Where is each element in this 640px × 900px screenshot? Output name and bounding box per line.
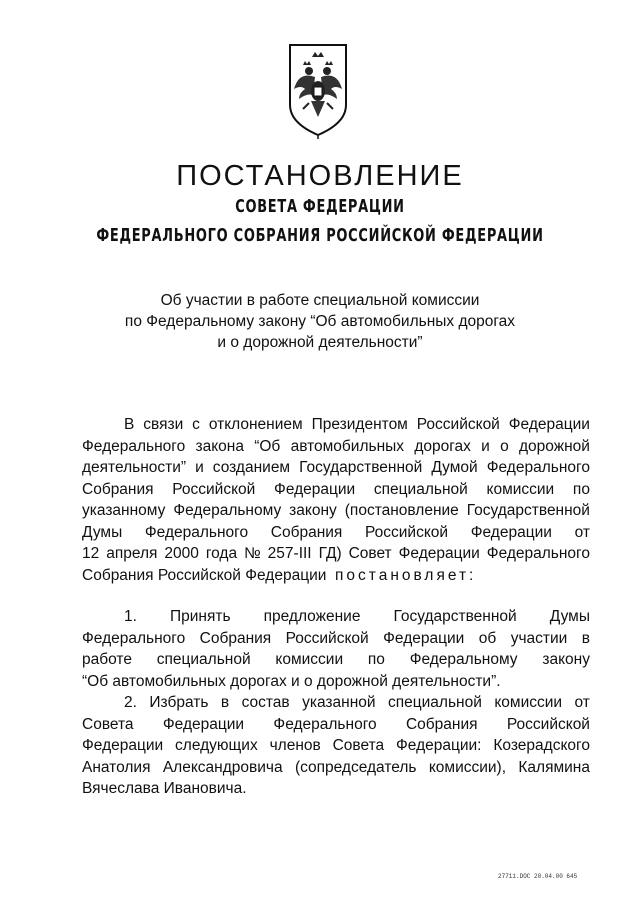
resolves-word: постановляет: xyxy=(335,566,477,584)
word: Думы xyxy=(549,608,590,625)
word: № xyxy=(244,545,261,562)
document-body xyxy=(82,414,590,800)
word: от xyxy=(574,694,590,711)
word: 12 xyxy=(82,545,100,562)
word: дорогах xyxy=(414,437,471,455)
word: специальной xyxy=(156,651,251,668)
subject-line: и о дорожной деятельности” xyxy=(217,334,423,351)
file-footer-code: 27711.DOC 20.04.00 645 xyxy=(498,873,578,880)
word: членов xyxy=(269,737,321,754)
word: Государственной xyxy=(466,502,590,519)
word: закону xyxy=(289,502,337,519)
word: Козерадского xyxy=(493,737,590,754)
word: Федерации xyxy=(162,715,245,733)
word: от xyxy=(574,523,590,541)
word: Федеральному xyxy=(409,651,518,668)
word: Собрания xyxy=(82,480,154,498)
body-line xyxy=(82,714,590,736)
word: Федерации xyxy=(508,416,590,433)
word: участии xyxy=(510,629,568,647)
word: (постановление xyxy=(344,502,459,519)
word: Федеральному xyxy=(173,502,282,519)
word: Российской xyxy=(416,416,500,433)
word: дорожной xyxy=(519,437,590,455)
word: закону xyxy=(542,651,590,668)
body-line xyxy=(82,479,590,501)
word: комиссии xyxy=(486,480,555,498)
word: Федерального xyxy=(273,715,377,733)
word: Федерального xyxy=(82,437,186,455)
word: Российской xyxy=(285,629,369,647)
word: отклонением xyxy=(208,416,303,433)
word: Собрания xyxy=(405,715,478,733)
word: в xyxy=(581,629,590,647)
word: 2000 xyxy=(164,545,199,562)
word: комиссии xyxy=(275,651,344,668)
issuer-line-2: ФЕДЕРАЛЬНОГО СОБРАНИЯ РОССИЙСКОЙ ФЕДЕРАЦИИ xyxy=(96,225,544,246)
body-line xyxy=(82,500,590,522)
word: Федерального xyxy=(82,629,186,647)
body-line: “Об автомобильных дорогах и о дорожной деятельности”. xyxy=(82,672,501,690)
word: предложение xyxy=(263,608,361,625)
word: Федерации xyxy=(383,629,465,647)
word: Федерации xyxy=(398,545,480,562)
document-title: ПОСТАНОВЛЕНИЕ xyxy=(176,160,464,192)
word: в xyxy=(220,694,230,711)
word: о xyxy=(500,437,509,455)
word: Собрания xyxy=(199,629,272,647)
word: следующих xyxy=(175,737,258,754)
word: специальной xyxy=(373,480,468,498)
word: Федерального xyxy=(486,545,590,562)
word: Федерации xyxy=(470,523,552,541)
body-line xyxy=(82,543,590,565)
body-line: Вячеслава Ивановича. xyxy=(82,780,247,797)
word: года xyxy=(205,545,238,562)
body-text: Собрания Российской Федерации xyxy=(82,566,327,584)
word: Президентом xyxy=(311,416,408,433)
word: Анатолия xyxy=(82,758,151,776)
word: “Об xyxy=(254,437,281,455)
body-line xyxy=(82,735,590,757)
word: с xyxy=(192,416,200,433)
word: и xyxy=(195,459,204,476)
word: по xyxy=(572,480,590,498)
word: Федерального xyxy=(144,523,249,541)
word: и xyxy=(481,437,490,455)
word: Федерации xyxy=(274,480,356,498)
word: указанному xyxy=(82,502,166,519)
issuer-line-1: СОВЕТА ФЕДЕРАЦИИ xyxy=(235,196,405,217)
word: Александровича xyxy=(162,758,283,776)
word: апреля xyxy=(106,545,158,562)
word: Совет xyxy=(348,545,392,562)
word: Совета xyxy=(332,737,385,754)
word: Принять xyxy=(170,608,231,625)
body-line xyxy=(82,457,590,479)
word: комиссии xyxy=(494,694,563,711)
body-line xyxy=(82,692,590,714)
word: Думой xyxy=(431,459,478,476)
word: Федерации xyxy=(82,737,164,754)
subject-line: Об участии в работе специальной комиссии xyxy=(160,292,480,309)
word: Избрать xyxy=(149,694,209,711)
word: по xyxy=(367,651,385,668)
word: Совета xyxy=(82,715,134,733)
word: Российской xyxy=(364,523,449,541)
body-line xyxy=(82,606,590,628)
word: Калямина xyxy=(518,758,590,776)
word: 2. xyxy=(124,694,137,711)
word: комиссии), xyxy=(428,758,507,776)
body-line xyxy=(82,757,590,779)
word: автомобильных xyxy=(290,437,405,455)
subject-line: по Федеральному закону “Об автомобильных дорогах xyxy=(124,313,516,330)
body-line xyxy=(82,565,590,587)
word: ГД) xyxy=(318,545,342,562)
body-line xyxy=(82,649,590,671)
document-subject xyxy=(90,290,550,353)
body-line xyxy=(82,522,590,544)
word: Государственной xyxy=(299,459,423,476)
body-line xyxy=(82,628,590,650)
word: деятельности” xyxy=(82,459,187,476)
word: Собрания xyxy=(270,523,343,541)
word: Федерации: xyxy=(396,737,482,754)
word: специальной xyxy=(388,694,482,711)
coat-of-arms-icon xyxy=(285,43,351,139)
word: закона xyxy=(195,437,244,455)
word: Думы xyxy=(82,523,123,541)
word: 1. xyxy=(124,608,137,625)
word: Государственной xyxy=(393,608,517,625)
word: состав xyxy=(241,694,290,711)
word: об xyxy=(478,629,497,647)
word: В xyxy=(124,416,135,433)
word: Российской xyxy=(506,715,590,733)
body-line xyxy=(82,414,590,436)
word: работе xyxy=(82,651,132,668)
body-line xyxy=(82,436,590,458)
word: созданием xyxy=(212,459,291,476)
word: связи xyxy=(143,416,184,433)
word: (сопредседатель xyxy=(294,758,417,776)
word: указанной xyxy=(302,694,376,711)
word: 257-III xyxy=(267,545,312,562)
word: Федерального xyxy=(486,459,590,476)
word: Российской xyxy=(172,480,256,498)
